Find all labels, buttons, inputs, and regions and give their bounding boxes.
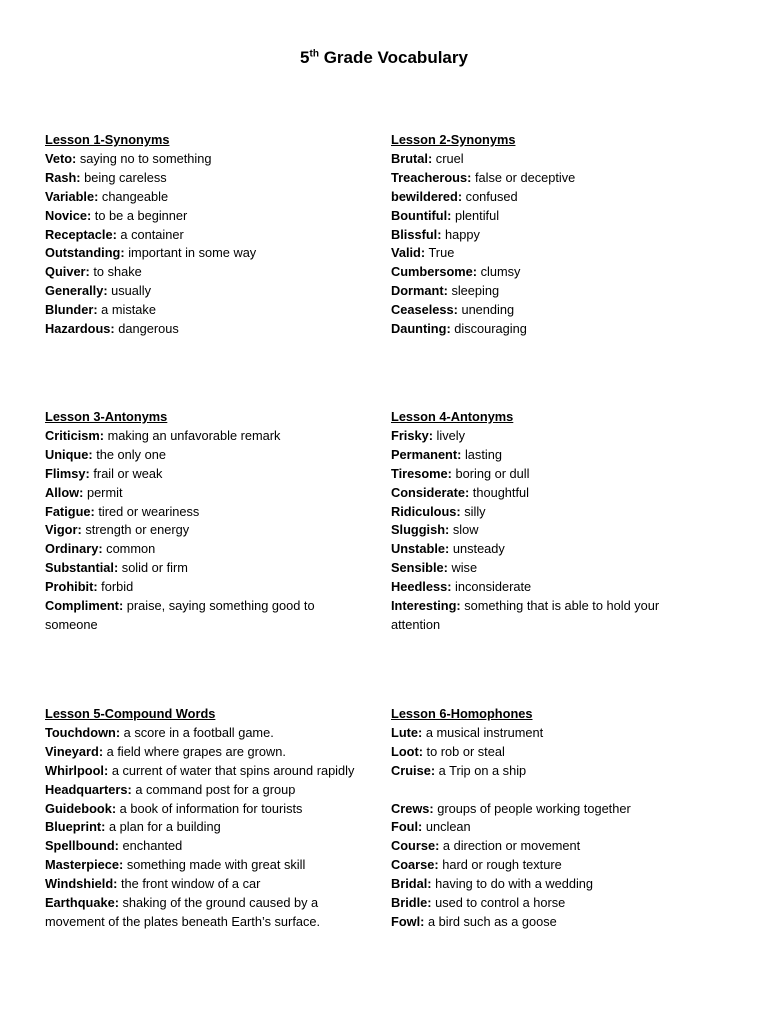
- vocab-entry: [45, 578, 355, 597]
- vocab-entry: [45, 150, 355, 169]
- vocab-term: Vineyard:: [45, 743, 104, 759]
- vocab-definition: something that is able to hold your attention: [391, 598, 660, 632]
- vocab-definition: a mistake: [101, 302, 156, 318]
- vocab-entry: [391, 207, 701, 226]
- vocab-entry: [45, 244, 355, 263]
- vocab-entry: [45, 521, 355, 540]
- blank-line: [391, 781, 701, 800]
- lesson-title: Lesson 3-Antonyms: [45, 409, 168, 424]
- vocab-term: Fatigue:: [45, 503, 95, 519]
- vocab-term: Criticism:: [45, 427, 105, 443]
- vocab-definition: a command post for a group: [135, 781, 296, 797]
- vocab-entry: [45, 856, 355, 875]
- vocab-term: Course:: [391, 838, 440, 854]
- title-text: Grade Vocabulary: [323, 48, 468, 67]
- vocab-term: Daunting:: [391, 321, 451, 337]
- vocab-term: Frisky:: [391, 427, 433, 443]
- vocab-definition: shaking of the ground caused by a movement of the plates beneath Earth’s surface.: [45, 895, 321, 929]
- vocab-term: Permanent:: [391, 446, 462, 462]
- vocab-term: Heedless:: [391, 579, 452, 595]
- vocab-entry: [45, 446, 355, 465]
- vocab-definition: something made with great skill: [126, 857, 306, 873]
- vocab-term: Masterpiece:: [45, 857, 124, 873]
- vocab-term: Coarse:: [391, 857, 439, 873]
- lesson-section: [391, 131, 701, 339]
- vocab-term: Substantial:: [45, 560, 119, 576]
- vocab-definition: a field where grapes are grown.: [106, 743, 286, 759]
- vocab-term: Tiresome:: [391, 465, 452, 481]
- vocab-term: Blunder:: [45, 302, 98, 318]
- vocab-term: Vigor:: [45, 522, 82, 538]
- vocab-entry: [45, 743, 355, 762]
- vocab-term: Bountiful:: [391, 207, 452, 223]
- vocab-entry: [45, 484, 355, 503]
- vocab-definition: discouraging: [454, 321, 527, 337]
- vocab-entry: [391, 320, 701, 339]
- vocab-entry: [45, 301, 355, 320]
- vocab-term: Flimsy:: [45, 465, 90, 481]
- vocab-entry: [45, 427, 355, 446]
- vocab-definition: slow: [452, 522, 479, 538]
- vocab-definition: permit: [86, 484, 123, 500]
- vocab-term: Novice:: [45, 207, 92, 223]
- vocab-term: Foul:: [391, 819, 423, 835]
- vocab-definition: to rob or steal: [426, 743, 505, 759]
- vocab-entry: [45, 781, 355, 800]
- vocab-definition: making an unfavorable remark: [107, 427, 281, 443]
- vocab-definition: enchanted: [122, 838, 183, 854]
- vocab-definition: lasting: [464, 446, 502, 462]
- vocab-entry: [391, 301, 701, 320]
- vocab-definition: having to do with a wedding: [435, 876, 594, 892]
- vocab-term: Hazardous:: [45, 321, 115, 337]
- vocab-entry: [391, 150, 701, 169]
- vocab-definition: changeable: [101, 188, 169, 204]
- vocab-entry: [391, 818, 701, 837]
- vocab-term: Interesting:: [391, 598, 461, 614]
- vocab-definition: dangerous: [118, 321, 179, 337]
- vocab-definition: frail or weak: [93, 465, 163, 481]
- vocab-term: Earthquake:: [45, 895, 119, 911]
- vocab-entry: [45, 818, 355, 837]
- vocab-entry: [45, 559, 355, 578]
- vocab-term: Unstable:: [391, 541, 450, 557]
- vocab-term: Ridiculous:: [391, 503, 461, 519]
- vocab-term: Variable:: [45, 188, 99, 204]
- vocab-definition: being careless: [84, 169, 167, 185]
- vocab-entry: [391, 762, 701, 781]
- vocab-definition: a bird such as a goose: [427, 913, 557, 929]
- vocab-entry: [45, 894, 355, 932]
- vocab-term: Rash:: [45, 169, 81, 185]
- vocab-definition: usually: [111, 283, 151, 299]
- vocab-term: Generally:: [45, 283, 108, 299]
- vocab-term: Sluggish:: [391, 522, 450, 538]
- vocab-term: Outstanding:: [45, 245, 125, 261]
- lesson-section: [45, 408, 355, 635]
- vocab-term: Whirlpool:: [45, 762, 109, 778]
- vocab-entry: [391, 597, 701, 635]
- vocab-definition: a plan for a building: [109, 819, 221, 835]
- vocab-entry: [45, 465, 355, 484]
- vocab-term: Blissful:: [391, 226, 442, 242]
- vocab-definition: sleeping: [451, 283, 500, 299]
- vocab-term: Brutal:: [391, 150, 433, 166]
- vocab-term: Cruise:: [391, 762, 436, 778]
- lesson-section: [391, 408, 701, 635]
- vocab-entry: [391, 800, 701, 819]
- vocab-entry: [391, 724, 701, 743]
- vocab-entry: [391, 263, 701, 282]
- vocab-entry: [45, 263, 355, 282]
- vocab-definition: a book of information for tourists: [119, 800, 303, 816]
- vocab-entry: [45, 503, 355, 522]
- vocab-term: Sensible:: [391, 560, 448, 576]
- vocab-entry: [391, 875, 701, 894]
- vocab-term: Compliment:: [45, 598, 124, 614]
- lesson-title: Lesson 6-Homophones: [391, 706, 533, 721]
- vocab-term: Prohibit:: [45, 579, 98, 595]
- vocab-term: Blueprint:: [45, 819, 106, 835]
- vocab-entry: [45, 762, 355, 781]
- vocab-definition: to shake: [93, 264, 142, 280]
- vocab-entry: [391, 226, 701, 245]
- grade-number: 5: [300, 48, 310, 67]
- vocab-definition: saying no to something: [79, 150, 212, 166]
- vocab-entry: [391, 188, 701, 207]
- vocab-definition: unsteady: [452, 541, 505, 557]
- lesson-section: [45, 131, 355, 339]
- vocab-definition: the front window of a car: [120, 876, 261, 892]
- vocab-definition: praise, saying something good to someone: [45, 598, 315, 632]
- vocab-definition: plentiful: [454, 207, 500, 223]
- vocab-definition: common: [106, 541, 156, 557]
- vocab-definition: a musical instrument: [425, 724, 544, 740]
- vocab-definition: boring or dull: [455, 465, 530, 481]
- vocab-term: Headquarters:: [45, 781, 132, 797]
- vocab-entry: [391, 169, 701, 188]
- vocab-definition: happy: [445, 226, 480, 242]
- vocab-definition: True: [428, 245, 455, 261]
- vocab-entry: [391, 856, 701, 875]
- vocab-definition: unclean: [425, 819, 471, 835]
- vocab-term: Unique:: [45, 446, 93, 462]
- vocab-entry: [391, 894, 701, 913]
- vocab-entry: [45, 169, 355, 188]
- vocab-term: Bridle:: [391, 895, 432, 911]
- vocab-definition: inconsiderate: [455, 579, 532, 595]
- vocab-entry: [45, 188, 355, 207]
- lesson-section: [45, 705, 355, 932]
- vocab-term: bewildered:: [391, 188, 463, 204]
- vocab-entry: [391, 446, 701, 465]
- vocab-term: Touchdown:: [45, 724, 121, 740]
- vocab-definition: confused: [465, 188, 518, 204]
- vocab-definition: used to control a horse: [435, 895, 566, 911]
- grade-ordinal-suffix: th: [309, 48, 319, 60]
- lesson-title: Lesson 4-Antonyms: [391, 409, 514, 424]
- vocab-entry: [391, 282, 701, 301]
- vocab-term: Cumbersome:: [391, 264, 478, 280]
- vocab-definition: groups of people working together: [437, 800, 631, 816]
- vocab-entry: [45, 282, 355, 301]
- vocab-term: Fowl:: [391, 913, 425, 929]
- vocab-term: Veto:: [45, 150, 77, 166]
- vocab-definition: cruel: [435, 150, 464, 166]
- lesson-title: Lesson 1-Synonyms: [45, 132, 170, 147]
- vocab-definition: wise: [451, 560, 478, 576]
- vocab-term: Loot:: [391, 743, 423, 759]
- vocab-term: Lute:: [391, 724, 423, 740]
- vocab-entry: [391, 578, 701, 597]
- vocab-entry: [391, 837, 701, 856]
- vocab-entry: [391, 465, 701, 484]
- vocab-definition: a current of water that spins around rapidly: [111, 762, 355, 778]
- vocab-term: Allow:: [45, 484, 84, 500]
- lesson-title: Lesson 5-Compound Words: [45, 706, 216, 721]
- lesson-section: [391, 705, 701, 932]
- vocab-entry: [45, 800, 355, 819]
- vocab-definition: a Trip on a ship: [438, 762, 527, 778]
- vocab-entry: [391, 427, 701, 446]
- vocab-definition: the only one: [96, 446, 166, 462]
- vocab-definition: lively: [436, 427, 465, 443]
- vocab-term: Receptacle:: [45, 226, 117, 242]
- vocab-term: Windshield:: [45, 876, 118, 892]
- vocab-entry: [391, 743, 701, 762]
- vocab-definition: unending: [461, 302, 515, 318]
- vocab-entry: [45, 597, 355, 635]
- vocab-term: Crews:: [391, 800, 434, 816]
- vocab-definition: thoughtful: [472, 484, 529, 500]
- vocab-definition: strength or energy: [85, 522, 190, 538]
- vocab-entry: [391, 503, 701, 522]
- vocab-entry: [45, 540, 355, 559]
- vocab-entry: [45, 226, 355, 245]
- vocab-entry: [45, 320, 355, 339]
- vocab-term: Considerate:: [391, 484, 470, 500]
- vocab-entry: [45, 207, 355, 226]
- vocab-term: Treacherous:: [391, 169, 472, 185]
- vocab-definition: clumsy: [480, 264, 521, 280]
- vocab-entry: [45, 724, 355, 743]
- vocab-definition: important in some way: [128, 245, 257, 261]
- vocab-definition: a container: [120, 226, 184, 242]
- page-title: [0, 48, 768, 68]
- vocab-entry: [45, 875, 355, 894]
- vocab-entry: [391, 521, 701, 540]
- vocab-term: Spellbound:: [45, 838, 119, 854]
- vocab-definition: a score in a football game.: [123, 724, 274, 740]
- vocab-term: Valid:: [391, 245, 426, 261]
- vocab-definition: silly: [464, 503, 486, 519]
- vocab-term: Guidebook:: [45, 800, 117, 816]
- vocab-entry: [391, 484, 701, 503]
- vocab-definition: forbid: [101, 579, 134, 595]
- vocab-term: Ordinary:: [45, 541, 103, 557]
- vocab-definition: hard or rough texture: [442, 857, 562, 873]
- vocab-entry: [391, 559, 701, 578]
- vocab-definition: false or deceptive: [474, 169, 576, 185]
- vocab-term: Ceaseless:: [391, 302, 458, 318]
- vocab-entry: [45, 837, 355, 856]
- vocab-term: Bridal:: [391, 876, 432, 892]
- vocab-definition: a direction or movement: [442, 838, 581, 854]
- vocab-definition: tired or weariness: [98, 503, 200, 519]
- vocab-entry: [391, 540, 701, 559]
- vocab-definition: to be a beginner: [94, 207, 188, 223]
- vocab-term: Quiver:: [45, 264, 90, 280]
- vocab-entry: [391, 913, 701, 932]
- lesson-title: Lesson 2-Synonyms: [391, 132, 516, 147]
- vocab-term: Dormant:: [391, 283, 448, 299]
- vocab-definition: solid or firm: [121, 560, 188, 576]
- vocab-entry: [391, 244, 701, 263]
